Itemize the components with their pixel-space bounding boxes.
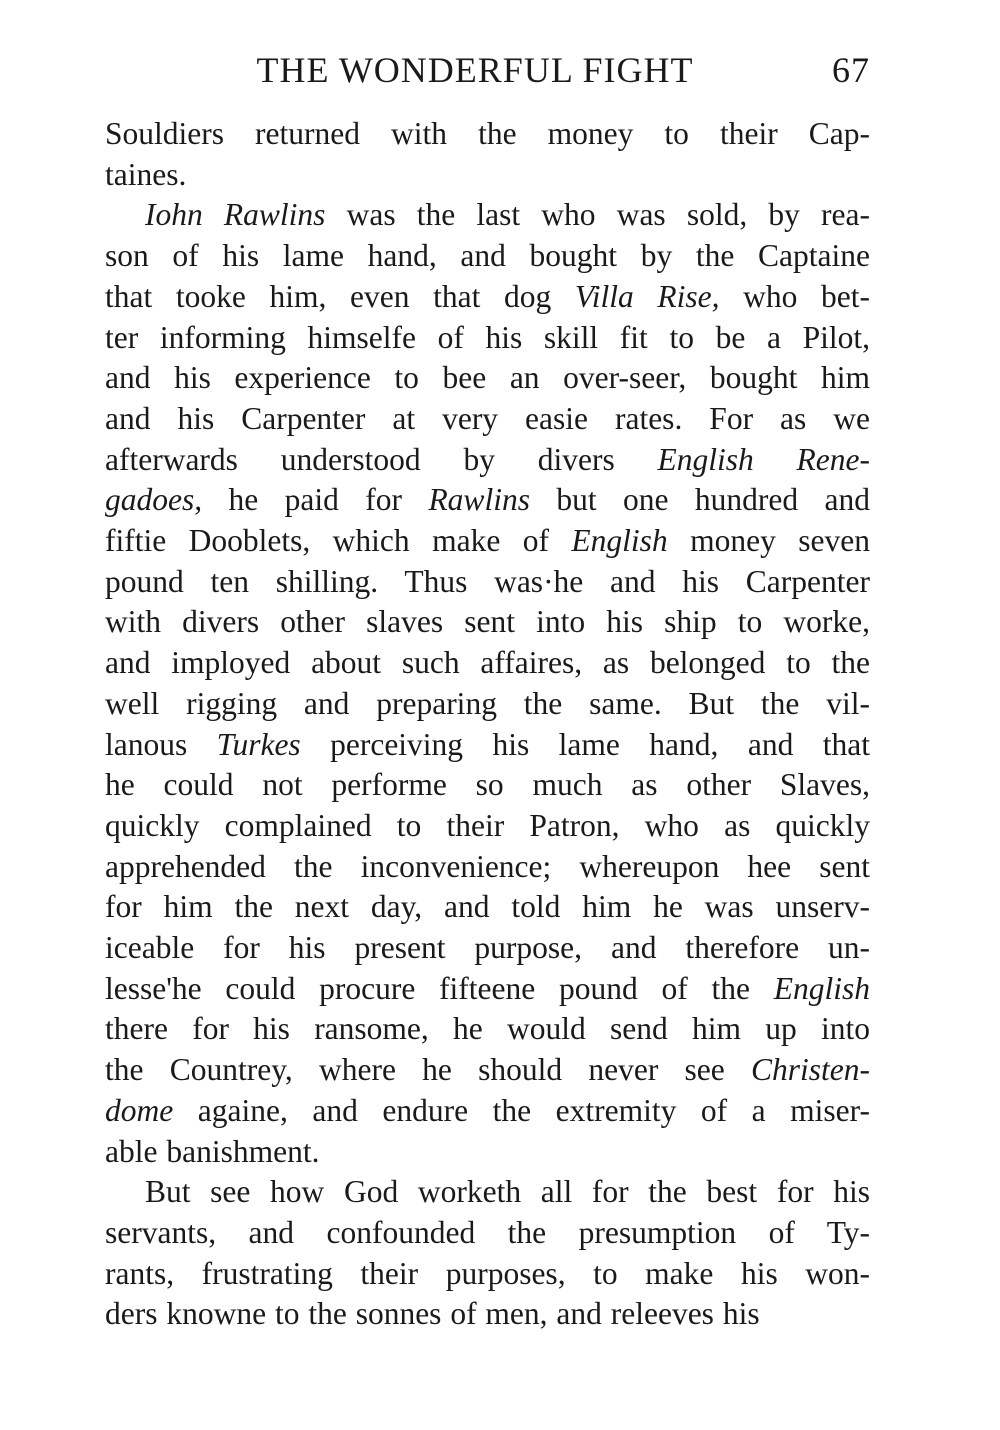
text-run: taines. xyxy=(105,156,187,192)
text-run: was the last who was sold, by rea- xyxy=(325,197,870,233)
paragraph-1 xyxy=(105,114,870,195)
text-run: iceable for his present purpose, and therefore un- xyxy=(105,930,870,966)
italic-text: English Rene- xyxy=(657,441,870,477)
text-run: son of his lame hand, and bought by the Captaine xyxy=(105,238,870,274)
running-title: THE WONDERFUL FIGHT xyxy=(256,50,694,90)
text-run: pound ten shilling. Thus was·he and his Carpenter xyxy=(105,563,870,599)
text-line xyxy=(105,725,870,766)
text-line xyxy=(105,1254,870,1295)
text-run: quickly complained to their Patron, who as quickly xyxy=(105,807,870,843)
text-run: perceiving his lame hand, and that xyxy=(300,726,870,762)
italic-text: Villa Rise, xyxy=(574,278,720,314)
text-line xyxy=(105,969,870,1010)
text-line xyxy=(105,318,870,359)
body-text xyxy=(105,114,870,1335)
text-run: Souldiers returned with the money to their Cap- xyxy=(105,116,870,151)
text-line xyxy=(105,1091,870,1132)
text-run: with divers other slaves sent into his ship to worke, xyxy=(105,604,870,640)
text-line xyxy=(105,562,870,603)
italic-text: Rawlins xyxy=(428,482,530,518)
text-run: he could not performe so much as other Slaves, xyxy=(105,767,870,803)
text-run: afterwards understood by divers xyxy=(105,441,658,477)
text-line xyxy=(105,847,870,888)
text-run: ter informing himselfe of his skill fit to be a Pilot, xyxy=(105,319,870,355)
text-line xyxy=(105,806,870,847)
text-run: ders knowne to the sonnes of men, and releeves his xyxy=(105,1296,760,1332)
text-line xyxy=(105,887,870,928)
page-header xyxy=(105,48,870,92)
text-run: there for his ransome, he would send him up into xyxy=(105,1011,870,1047)
text-line xyxy=(105,480,870,521)
text-run: and imployed about such affaires, as belonged to the xyxy=(105,645,870,681)
text-line xyxy=(105,277,870,318)
text-run: the Countrey, where he should never see xyxy=(105,1052,751,1088)
text-line xyxy=(105,684,870,725)
text-line xyxy=(105,602,870,643)
text-run: well rigging and preparing the same. But the vil- xyxy=(105,685,870,721)
italic-text: Turkes xyxy=(216,726,301,762)
text-line xyxy=(105,643,870,684)
paragraph-3 xyxy=(105,1172,870,1335)
text-line xyxy=(105,114,870,155)
text-line xyxy=(105,358,870,399)
italic-text: Iohn Rawlins xyxy=(145,197,326,233)
text-line xyxy=(105,1172,870,1213)
text-run: apprehended the inconvenience; whereupon hee sent xyxy=(105,848,870,884)
text-line xyxy=(105,195,870,236)
text-line xyxy=(105,1009,870,1050)
text-line xyxy=(105,1213,870,1254)
text-line xyxy=(105,236,870,277)
text-run: servants, and confounded the presumption of Ty- xyxy=(105,1214,870,1250)
text-run: able banishment. xyxy=(105,1133,320,1169)
italic-text: dome xyxy=(105,1092,174,1128)
italic-text: English xyxy=(773,970,870,1006)
text-run: he paid for xyxy=(202,482,429,518)
text-line xyxy=(105,1294,870,1335)
text-line xyxy=(105,928,870,969)
text-line xyxy=(105,399,870,440)
italic-text: gadoes, xyxy=(105,482,203,518)
text-line xyxy=(105,765,870,806)
text-line xyxy=(105,155,870,196)
text-run: and his experience to bee an over-seer, bought him xyxy=(105,360,870,396)
italic-text: English xyxy=(571,523,668,559)
text-run: for him the next day, and told him he was unserv- xyxy=(105,889,870,925)
text-run: againe, and endure the extremity of a miser- xyxy=(173,1092,870,1128)
text-run: But see how God worketh all for the best for his xyxy=(145,1174,870,1210)
text-run: and his Carpenter at very easie rates. For as we xyxy=(105,400,870,436)
text-run: fiftie Dooblets, which make of xyxy=(105,523,572,559)
book-page xyxy=(105,48,870,1335)
text-run: that tooke him, even that dog xyxy=(105,278,575,314)
text-run: rants, frustrating their purposes, to make his won- xyxy=(105,1255,870,1291)
text-run: lesse'he could procure fifteene pound of the xyxy=(105,970,774,1006)
text-line xyxy=(105,1050,870,1091)
text-line xyxy=(105,440,870,481)
text-run: lanous xyxy=(105,726,217,762)
text-line xyxy=(105,521,870,562)
text-run: money seven xyxy=(667,523,870,559)
text-line xyxy=(105,1132,870,1173)
paragraph-2 xyxy=(105,195,870,1172)
italic-text: Christen- xyxy=(750,1052,870,1088)
text-run: who bet- xyxy=(719,278,870,314)
text-run: but one hundred and xyxy=(529,482,870,518)
page-number: 67 xyxy=(832,50,870,90)
